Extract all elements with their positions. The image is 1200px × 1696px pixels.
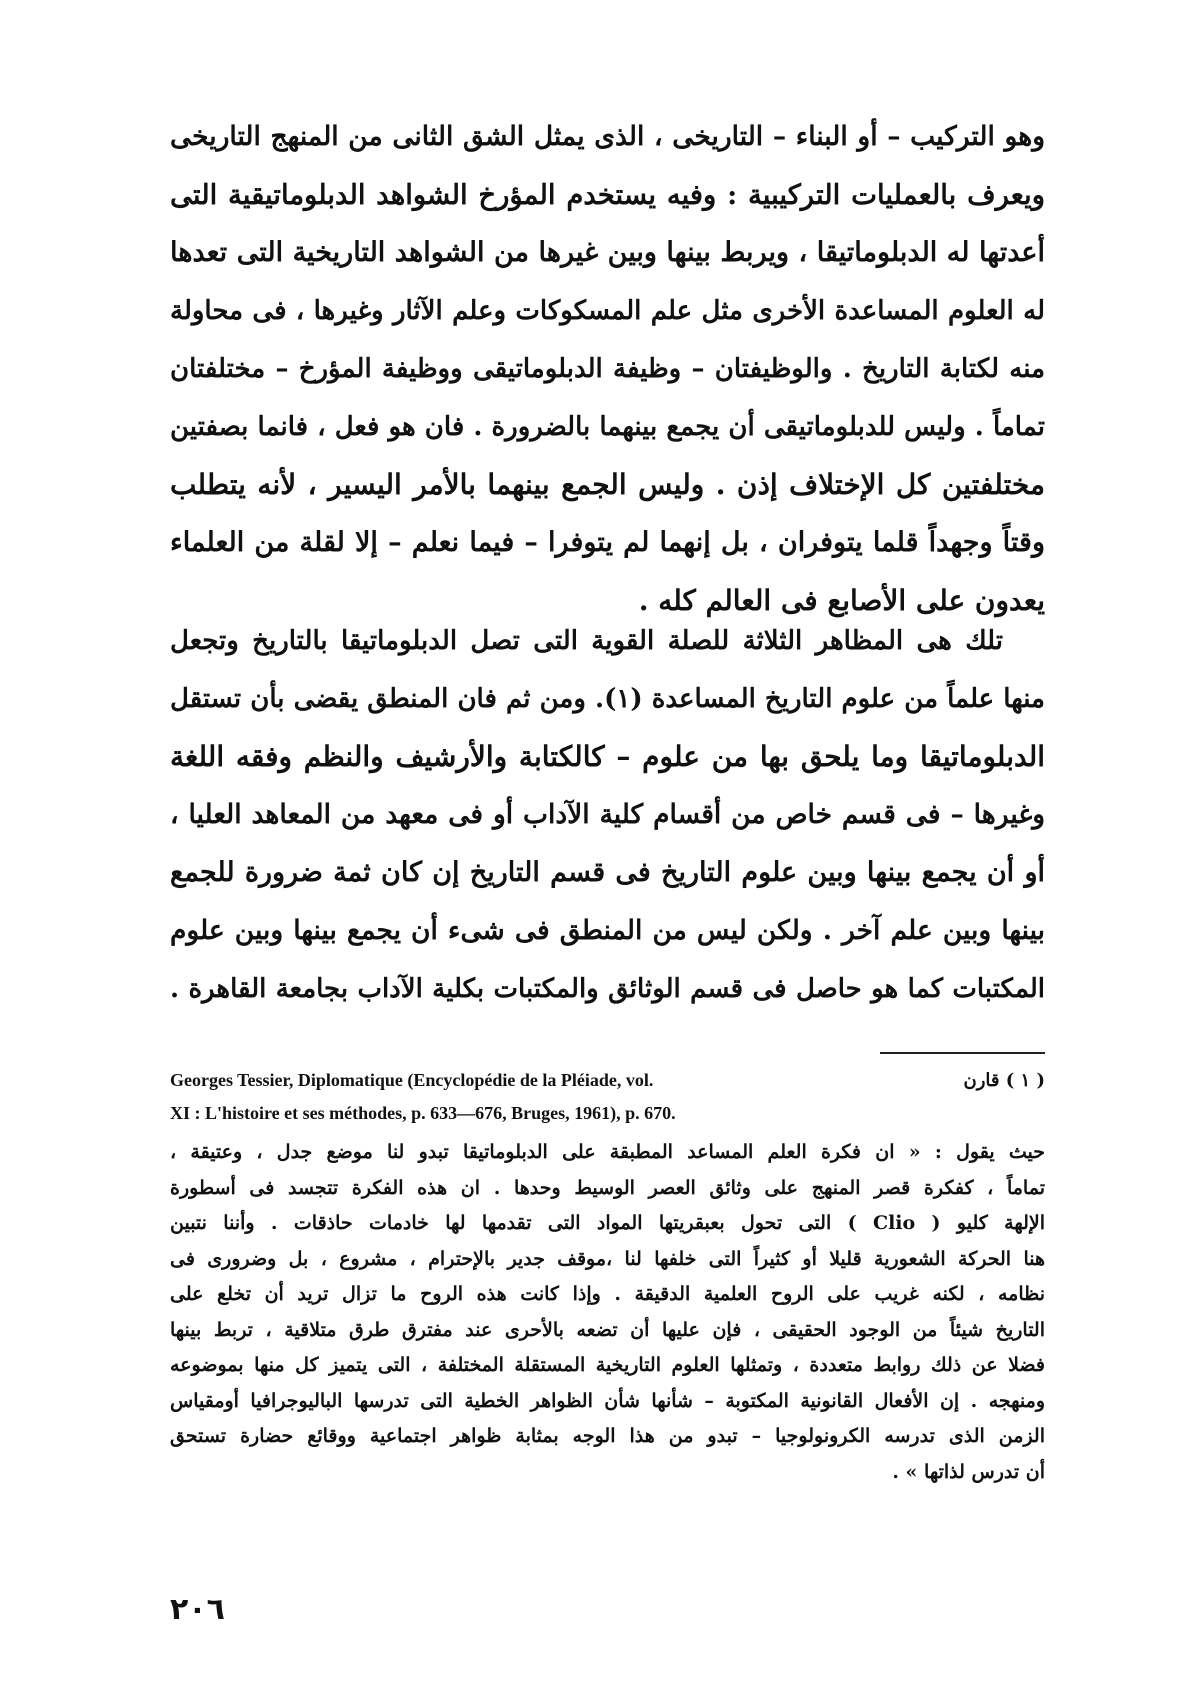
text-line: وغيرها – فى قسم خاص من أقسام كلية الآداب أو فى معهد من المعاهد العليا ، bbox=[170, 799, 1045, 830]
page-number: ٢٠٦ bbox=[170, 1592, 225, 1627]
text-line: ويعرف بالعمليات التركيبية : وفيه يستخدم المؤرخ الشواهد الدبلوماتيقية التى bbox=[170, 179, 1045, 211]
text-line: وهو التركيب – أو البناء – التاريخى ، الذى يمثل الشق الثانى من المنهج التاريخى bbox=[170, 121, 1045, 152]
footnote-latin-text: Georges Tessier, Diplomatique (Encyclopédie de la Pléiade, vol. bbox=[170, 1070, 654, 1090]
footnote-citation-line-2 bbox=[170, 1097, 1045, 1130]
footnote-latin-text: XI : L'histoire et ses méthodes, p. 633—676, Bruges, 1961), p. 670. bbox=[170, 1103, 676, 1123]
footnote-line: الإلهة كليو ( Clio ) التى تحول بعبقريتها المواد التى تقدمها لها خادمات حاذقات . وأننا نتبين bbox=[170, 1212, 1045, 1234]
text-line: وقتاً وجهداً قلما يتوفران ، بل إنهما لم يتوفرا – فيما نعلم – إلا لقلة من العلماء bbox=[170, 527, 1045, 558]
footnote-line: الزمن الذى تدرسه الكرونولوجيا – تبدو من هذا الوجه بمثابة ظواهر اجتماعية ووقائع حضارة تستحق bbox=[170, 1425, 1045, 1447]
text-line: منها علماً من علوم التاريخ المساعدة (١). ومن ثم فان المنطق يقضى بأن تستقل bbox=[170, 684, 1045, 714]
paragraph-1 bbox=[170, 108, 1045, 630]
footnote-citation-line-1 bbox=[170, 1064, 1045, 1097]
footnote-line: ومنهجه . إن الأفعال القانونية المكتوبة – شأنها شأن الظواهر الخطية التى تدرسها الباليوجرافيا أومقياس bbox=[170, 1389, 1045, 1412]
text-line: أعدتها له الدبلوماتيقا ، ويربط بينها وبين غيرها من الشواهد التاريخية التى تعدها bbox=[170, 237, 1045, 268]
text-line: يعدون على الأصابع فى العالم كله . bbox=[638, 584, 1045, 617]
footnote-marker: ( ١ ) قارن bbox=[963, 1070, 1045, 1091]
text-line: الدبلوماتيقا وما يلحق بها من علوم – كالكتابة والأرشيف والنظم وفقه اللغة bbox=[170, 740, 1045, 773]
footnote-line: هنا الحركة الشعورية قليلا أو كثيراً التى خلفها لنا ،موقف جدير بالإحترام ، مشروع ، بل وضرورى فى bbox=[170, 1247, 1045, 1270]
footnote-line: فضلا عن ذلك روابط متعددة ، وتمثلها العلوم التاريخية المستقلة المختلفة ، التى يتميز كل منها بموضوعه bbox=[170, 1354, 1045, 1376]
footnote-divider bbox=[880, 1052, 1045, 1054]
footnote-line: أن تدرس لذاتها » . bbox=[892, 1460, 1045, 1483]
text-line: منه لكتابة التاريخ . والوظيفتان – وظيفة الدبلوماتيقى ووظيفة المؤرخ – مختلفتان bbox=[170, 354, 1045, 384]
text-line: بينها وبين علم آخر . ولكن ليس من المنطق فى شىء أن يجمع بينها وبين علوم bbox=[170, 915, 1045, 946]
footnote-line: التاريخ شيئاً من الوجود الحقيقى ، فإن عليها أن تضعه بالأحرى عند مفترق طرق متلاقية ، تربط بينها bbox=[170, 1318, 1045, 1341]
footnote-quote bbox=[170, 1135, 1045, 1490]
paragraph-2 bbox=[170, 612, 1045, 1018]
footnote-line: حيث يقول : « ان فكرة العلم المساعد المطبقة على الدبلوماتيقا تبدو لنا موضع جدل ، وعتيقة ، bbox=[170, 1141, 1045, 1163]
text-line: له العلوم المساعدة الأخرى مثل علم المسكوكات وعلم الآثار وغيرها ، فى محاولة bbox=[170, 296, 1045, 326]
text-line: مختلفتين كل الإختلاف إذن . وليس الجمع بينهما بالأمر اليسير ، لأنه يتطلب bbox=[170, 468, 1045, 501]
text-line: تماماً . وليس للدبلوماتيقى أن يجمع بينهما بالضرورة . فان هو فعل ، فانما بصفتين bbox=[170, 412, 1045, 442]
text-line: المكتبات كما هو حاصل فى قسم الوثائق والمكتبات بكلية الآداب بجامعة القاهرة . bbox=[170, 974, 1045, 1004]
footnote-line: نظامه ، لكنه غريب على الروح العلمية الدقيقة . وإذا كانت هذه الروح ما تزال تريد أن تخلع على bbox=[170, 1283, 1045, 1305]
text-line: تلك هى المظاهر الثلاثة للصلة القوية التى تصل الدبلوماتيقا بالتاريخ وتجعل bbox=[170, 626, 1003, 656]
text-line: أو أن يجمع بينها وبين علوم التاريخ فى قسم التاريخ إن كان ثمة ضرورة للجمع bbox=[170, 857, 1045, 888]
footnote-citation bbox=[170, 1064, 1045, 1130]
footnote-line: تماماً ، كفكرة قصر المنهج على وثائق العصر الوسيط وحدها . ان هذه الفكرة تتجسد فى أسطورة bbox=[170, 1176, 1045, 1199]
